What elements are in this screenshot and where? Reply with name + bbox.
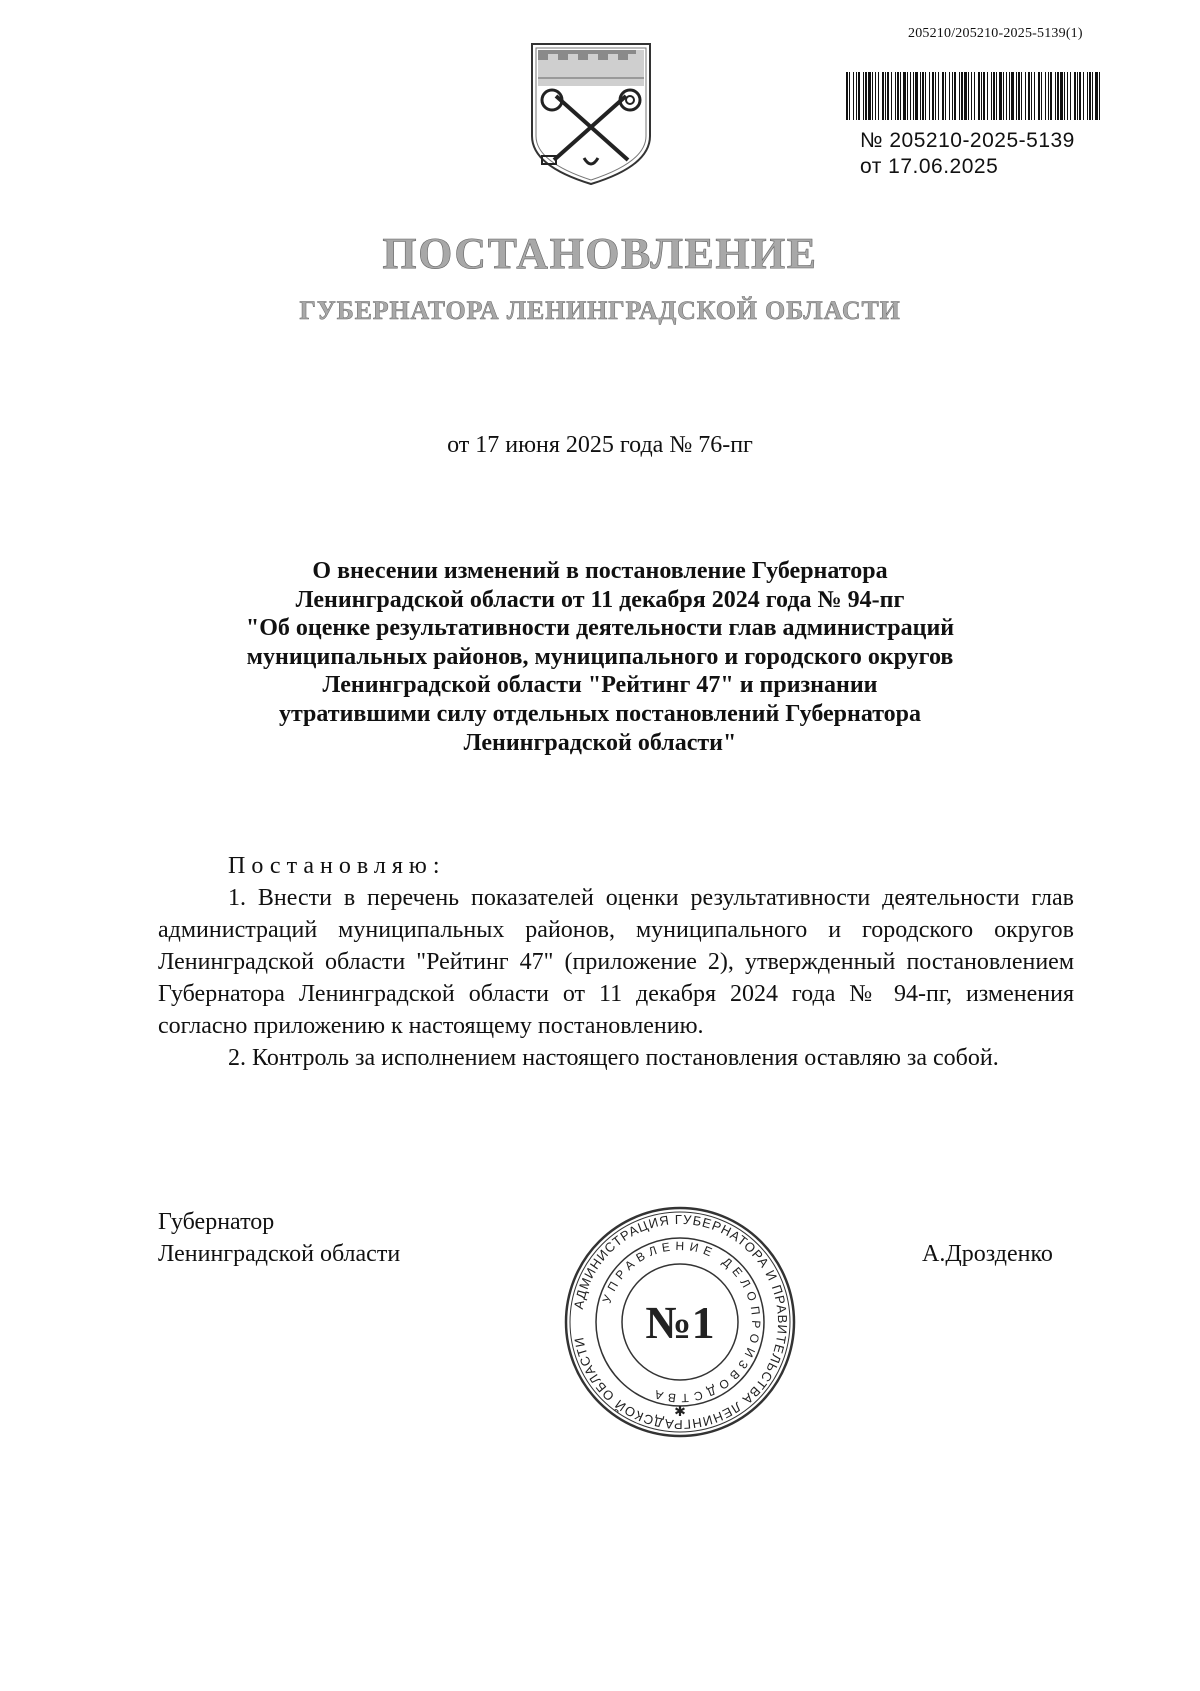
- barcode-bar: [954, 72, 956, 120]
- registration-code: 205210/205210-2025-5139(1): [908, 26, 1083, 41]
- barcode-bar: [1025, 72, 1026, 120]
- barcode-bar: [1095, 72, 1098, 120]
- barcode-bar: [895, 72, 896, 120]
- barcode-bar: [1067, 72, 1068, 120]
- barcode-bar: [1089, 72, 1091, 120]
- barcode-bar: [1074, 72, 1076, 120]
- barcode-bar: [1070, 72, 1071, 120]
- barcode-bar: [1045, 72, 1046, 120]
- barcode-bar: [878, 72, 879, 120]
- signatory-title-line: Губернатор: [158, 1209, 275, 1235]
- barcode-bar: [1031, 72, 1032, 120]
- barcode-bar: [1099, 72, 1100, 120]
- official-stamp-icon: [562, 1204, 798, 1440]
- barcode-bar: [925, 72, 926, 120]
- barcode-bar: [882, 72, 884, 120]
- barcode-bar: [959, 72, 960, 120]
- barcode-bar: [865, 72, 867, 120]
- barcode-bar: [952, 72, 953, 120]
- barcode-bar: [996, 72, 997, 120]
- barcode-bar: [983, 72, 985, 120]
- stamp-star-icon: ✱: [674, 1405, 686, 1420]
- barcode-bar: [875, 72, 876, 120]
- barcode-bar: [971, 72, 972, 120]
- barcode-bar: [887, 72, 889, 120]
- barcode-bar: [1016, 72, 1017, 120]
- barcode-bar: [1021, 72, 1022, 120]
- barcode-bar: [1018, 72, 1020, 120]
- barcode-bar: [949, 72, 950, 120]
- barcode-bar: [913, 72, 914, 120]
- barcode-bar: [1092, 72, 1093, 120]
- barcode-bar: [1077, 72, 1078, 120]
- barcode-bar: [868, 72, 871, 120]
- barcode-bar: [858, 72, 860, 120]
- barcode-bar: [920, 72, 921, 120]
- barcode-bar: [935, 72, 936, 120]
- heading-line: Ленинградской области "Рейтинг 47" и признании: [322, 672, 878, 699]
- barcode-bar: [1028, 72, 1030, 120]
- document-heading: [150, 557, 1050, 757]
- barcode-bar: [1038, 72, 1040, 120]
- barcode-bar: [891, 72, 892, 120]
- barcode-bar: [910, 72, 911, 120]
- barcode-bar: [999, 72, 1002, 120]
- document-body: [158, 850, 1074, 1074]
- barcode-bar: [853, 72, 854, 120]
- signatory-name: А.Дрозденко: [922, 1241, 1053, 1267]
- barcode-bar: [993, 72, 995, 120]
- paragraph-1: 1. Внести в перечень показателей оценки результативности деятельности глав администраций муниципальных районов, муниципального и городского округов Ленинградской области "Рейтинг 47" (приложение 2), утвержденный постановлением Губернатора Ленинградской области от 11 декабря 2024 года № 94-пг, изменения согласно приложению к настоящему постановлению.: [158, 885, 1074, 1039]
- coat-of-arms-icon: [526, 38, 656, 186]
- barcode-bar: [1079, 72, 1081, 120]
- barcode-bar: [942, 72, 944, 120]
- barcode-bar: [1064, 72, 1065, 120]
- barcode-bar: [987, 72, 988, 120]
- document-date: от 17 июня 2025 года № 76-пг: [447, 432, 753, 458]
- barcode-bar: [968, 72, 969, 120]
- barcode-bar: [1083, 72, 1084, 120]
- barcode-bar: [897, 72, 899, 120]
- barcode-bar: [1048, 72, 1049, 120]
- barcode-bar: [907, 72, 908, 120]
- barcode: [846, 72, 1100, 120]
- signatory-title-line: Ленинградской области: [158, 1241, 401, 1267]
- heading-line: утратившими силу отдельных постановлений Губернатора: [278, 700, 922, 727]
- barcode-bar: [903, 72, 906, 120]
- barcode-bar: [885, 72, 886, 120]
- barcode-bar: [929, 72, 930, 120]
- stamp-number: №1: [645, 1297, 715, 1348]
- barcode-bar: [978, 72, 980, 120]
- heading-line: О внесении изменений в постановление Губернатора: [312, 558, 888, 584]
- heading-line: муниципальных районов, муниципального и городского округов: [246, 643, 954, 670]
- heading-line: Ленинградской области": [463, 729, 737, 756]
- barcode-bar: [1055, 72, 1056, 120]
- barcode-bar: [964, 72, 967, 120]
- barcode-bar: [1057, 72, 1059, 120]
- barcode-bar: [974, 72, 975, 120]
- barcode-bar: [849, 72, 850, 120]
- paragraph-2: 2. Контроль за исполнением настоящего постановления оставляю за собой.: [228, 1045, 999, 1071]
- signatory-title: [158, 1206, 400, 1270]
- barcode-bar: [915, 72, 918, 120]
- stamp-inner-text: УПРАВЛЕНИЕ ДЕЛОПРОИЗВОДСТВА: [599, 1238, 764, 1406]
- barcode-bar: [945, 72, 946, 120]
- stamp-outer-text: АДМИНИСТРАЦИЯ ГУБЕРНАТОРА И ПРАВИТЕЛЬСТВА ЛЕНИНГРАДСКОЙ ОБЛАСТИ: [570, 1211, 791, 1433]
- heading-line: Ленинградской области от 11 декабря 2024 года № 94-пг: [295, 586, 905, 613]
- registration-date: от 17.06.2025: [860, 155, 999, 178]
- barcode-bar: [961, 72, 963, 120]
- barcode-bar: [846, 72, 848, 120]
- registration-number: № 205210-2025-5139: [860, 129, 1075, 152]
- barcode-bar: [1003, 72, 1004, 120]
- barcode-bar: [863, 72, 864, 120]
- barcode-bar: [1009, 72, 1010, 120]
- barcode-bar: [938, 72, 939, 120]
- barcode-bar: [981, 72, 982, 120]
- barcode-bar: [856, 72, 857, 120]
- barcode-bar: [932, 72, 934, 120]
- barcode-bar: [1011, 72, 1014, 120]
- barcode-bar: [1034, 72, 1035, 120]
- barcode-bar: [900, 72, 901, 120]
- barcode-bar: [991, 72, 992, 120]
- decree-word: Постановляю:: [228, 853, 446, 879]
- document-title: ПОСТАНОВЛЕНИЕ: [382, 229, 818, 278]
- document-subtitle: ГУБЕРНАТОРА ЛЕНИНГРАДСКОЙ ОБЛАСТИ: [299, 296, 901, 325]
- barcode-bar: [1006, 72, 1007, 120]
- barcode-bar: [1050, 72, 1052, 120]
- barcode-bar: [922, 72, 924, 120]
- barcode-bar: [1041, 72, 1042, 120]
- barcode-bar: [872, 72, 873, 120]
- heading-line: "Об оценке результативности деятельности глав администраций: [245, 615, 955, 642]
- barcode-bar: [1060, 72, 1063, 120]
- barcode-bar: [1087, 72, 1088, 120]
